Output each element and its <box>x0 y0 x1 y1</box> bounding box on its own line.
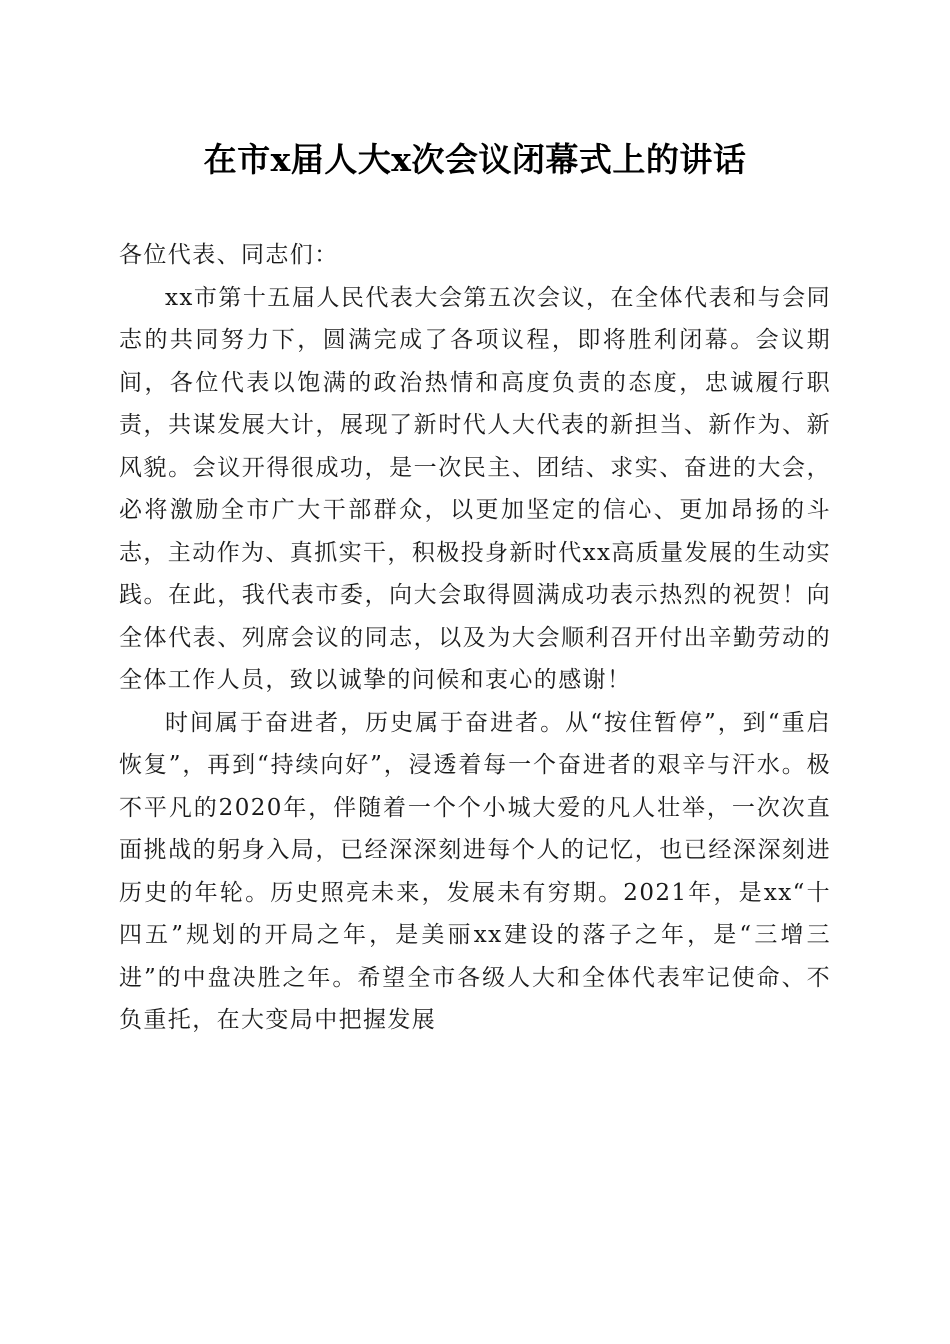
salutation: 各位代表、同志们： <box>119 242 339 268</box>
paragraph-1: xx市第十五届人民代表大会第五次会议，在全体代表和与会同志的共同努力下，圆满完成了各项议程，即将胜利闭幕。会议期间，各位代表以饱满的政治热情和高度负责的态度，忠诚履行职责，共谋发展大计，展现了新时代人大代表的新担当、新作为、新风貌。会议开得很成功，是一次民主、团结、求实、奋进的大会，必将激励全市广大干部群众，以更加坚定的信心、更加昂扬的斗志，主动作为、真抓实干，积极投身新时代xx高质量发展的生动实践。在此，我代表市委，向大会取得圆满成功表示热烈的祝贺！向全体代表、列席会议的同志，以及为大会顺利召开付出辛勤劳动的全体工作人员，致以诚挚的问候和衷心的感谢！ <box>119 284 831 693</box>
paragraph-2: 时间属于奋进者，历史属于奋进者。从“按住暂停”，到“重启恢复”，再到“持续向好”，浸透着每一个奋进者的艰辛与汗水。极不平凡的2020年，伴随着一个个小城大爱的凡人壮举，一次次直面挑战的躬身入局，已经深深刻进每个人的记忆，也已经深深刻进历史的年轮。历史照亮未来，发展未有穷期。2021年，是xx“十四五”规划的开局之年，是美丽xx建设的落子之年，是“三增三进”的中盘决胜之年。希望全市各级人大和全体代表牢记使命、不负重托，在大变局中把握发展 <box>119 709 831 1033</box>
document-body <box>119 234 831 1042</box>
document-title: 在市x届人大x次会议闭幕式上的讲话 <box>203 140 747 179</box>
